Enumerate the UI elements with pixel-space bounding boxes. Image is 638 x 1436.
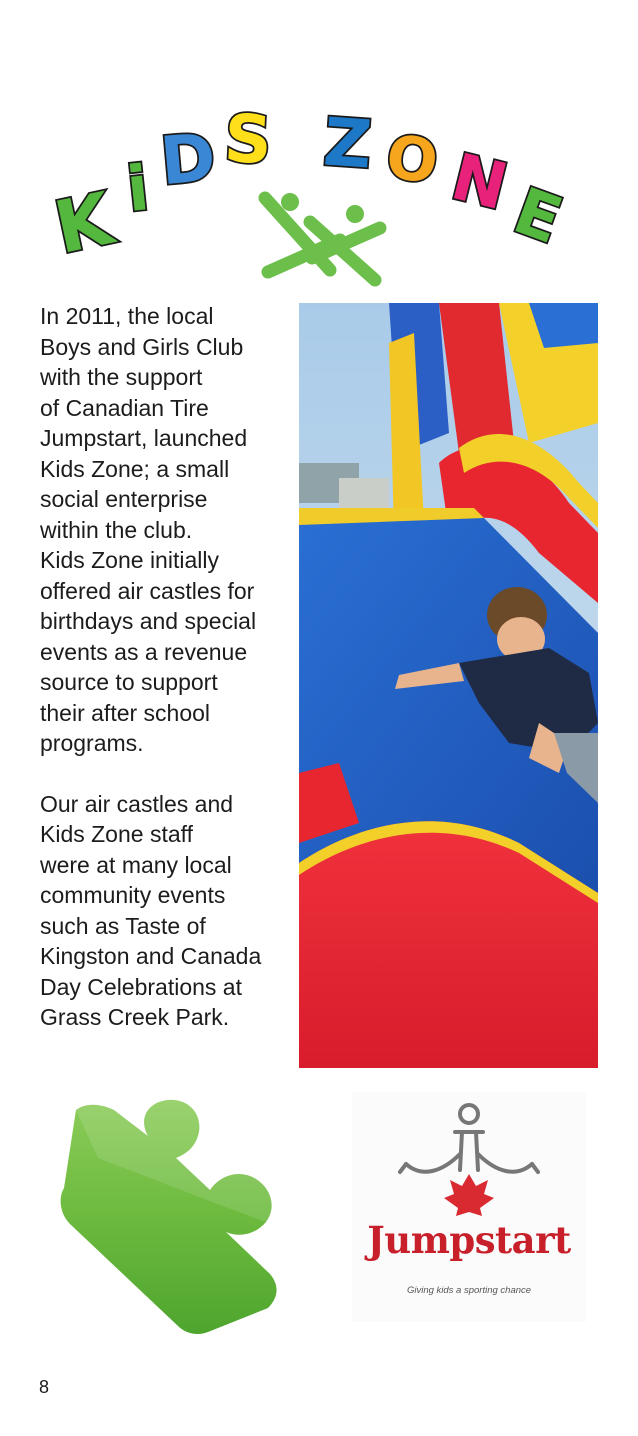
kids-zone-logo xyxy=(40,80,600,290)
logo-letter: S xyxy=(222,99,274,180)
air-castle-photo xyxy=(299,303,598,1068)
intro-paragraph: In 2011, the local Boys and Girls Club with the support of Canadian Tire Jumpstart, launched Kids Zone; a small social enterprise within the club. Kids Zone initially offered air castles for birthdays and special events as a revenue source to support their after school programs. xyxy=(40,303,257,756)
logo-letter: K xyxy=(47,176,120,271)
logo-letter: Z xyxy=(321,103,375,184)
jumpstart-logo xyxy=(352,1092,586,1322)
logo-letter: i xyxy=(123,151,153,226)
jumpstart-tagline: Giving kids a sporting chance xyxy=(406,1285,532,1296)
logo-letter: E xyxy=(504,174,571,259)
jumpstart-figure-icon xyxy=(400,1105,538,1172)
logo-letter: O xyxy=(381,121,443,199)
page-number: 8 xyxy=(39,1377,50,1397)
dancing-figures-icon xyxy=(265,193,380,280)
maple-leaf-icon xyxy=(444,1174,494,1216)
logo-letter: D xyxy=(157,118,219,201)
events-paragraph: Our air castles and Kids Zone staff were at many local community events such as Taste of Kingston and Canada Day Celebrations at Grass Creek Park. xyxy=(40,790,262,1030)
body-text xyxy=(40,301,302,1033)
logo-letter: N xyxy=(444,140,515,226)
puzzle-piece-icon xyxy=(58,1098,298,1338)
jumpstart-wordmark: Jumpstart xyxy=(367,1218,571,1262)
